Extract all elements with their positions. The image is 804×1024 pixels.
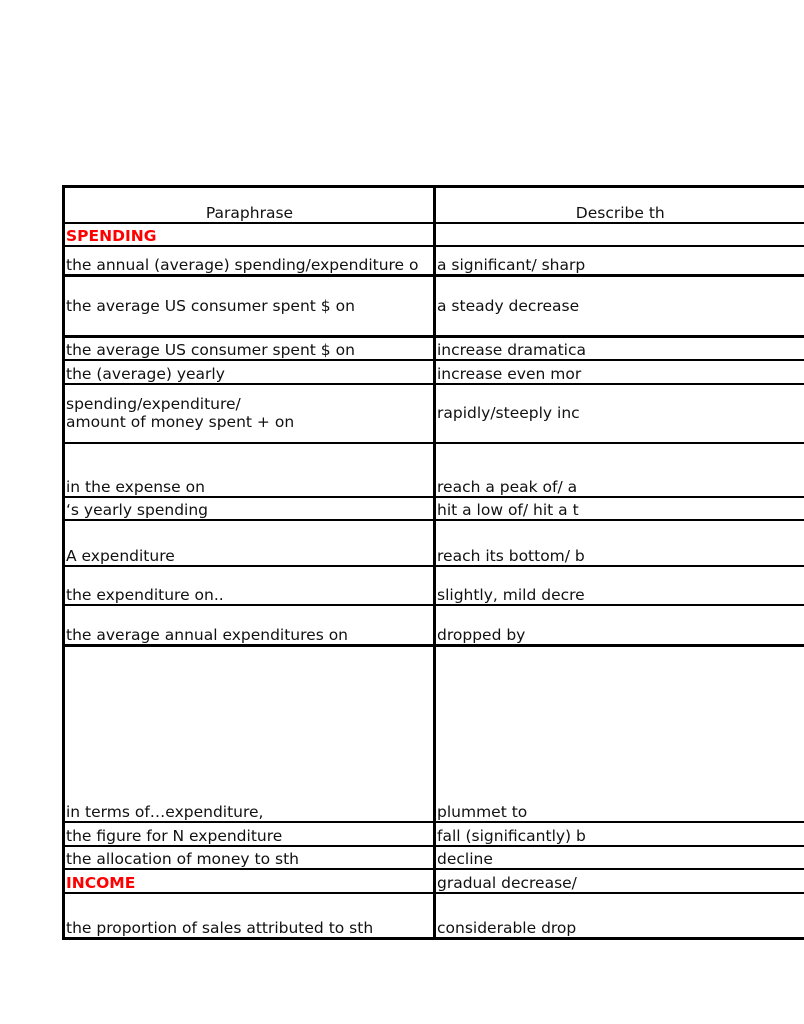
table-row [64, 520, 804, 566]
table-cell: rapidly/steeply inc [437, 404, 580, 422]
table-cell: the (average) yearly [64, 360, 435, 384]
table-cell: the average US consumer spent $ on [64, 276, 435, 337]
table-cell: the expenditure on.. [64, 566, 435, 605]
table-cell: increase even mor [437, 364, 582, 383]
table-row [64, 846, 804, 869]
table-cell: decline [437, 849, 493, 868]
table-cell: fall (significantly) b [437, 826, 586, 845]
table-cell: the proportion of sales attributed to sth [64, 893, 435, 939]
table-row [64, 276, 804, 337]
table-row [64, 822, 804, 846]
table-row [64, 360, 804, 384]
header-paraphrase: Paraphrase [64, 187, 435, 223]
table-cell: A expenditure [64, 520, 435, 566]
table-cell: considerable drop [437, 919, 577, 937]
section-row-spending [64, 223, 804, 246]
table-row [64, 384, 804, 443]
table-cell: reach a peak of/ a [437, 477, 578, 496]
section-row-income [64, 869, 804, 893]
section-label-spending: SPENDING [64, 223, 435, 246]
table-cell: increase dramatica [437, 340, 586, 359]
table-cell: reach its bottom/ b [437, 546, 585, 565]
table-row [64, 443, 804, 497]
table-cell: plummet to [437, 802, 528, 821]
table-cell: the allocation of money to sth [64, 846, 435, 869]
table-row [64, 337, 804, 360]
table-row [64, 246, 804, 276]
table-cell: gradual decrease/ [437, 873, 577, 892]
spreadsheet [62, 185, 665, 943]
table-cell: the figure for N expenditure [64, 822, 435, 846]
table-cell: the average annual expenditures on [64, 605, 435, 646]
table-row [64, 566, 804, 605]
table-cell: hit a low of/ hit a t [437, 500, 579, 519]
table-cell [435, 223, 804, 246]
table-row [64, 646, 804, 822]
table-cell: a steady decrease [437, 297, 580, 315]
table-row [64, 497, 804, 520]
table-cell: in the expense on [64, 443, 435, 497]
table-cell: dropped by [437, 626, 526, 644]
table-cell: ‘s yearly spending [64, 497, 435, 520]
table-cell: in terms of…expenditure, [64, 646, 435, 822]
table-cell: slightly, mild decre [437, 585, 585, 604]
table-cell: spending/expenditure/ amount of money spent + on [64, 384, 435, 443]
header-row [64, 187, 804, 223]
table-row [64, 893, 804, 939]
table-cell: the annual (average) spending/expenditure o [64, 246, 435, 276]
table-cell: a significant/ sharp [437, 256, 586, 274]
header-describe: Describe th [575, 203, 665, 222]
section-label-income: INCOME [64, 869, 435, 893]
vocabulary-table [62, 185, 804, 940]
table-cell: the average US consumer spent $ on [64, 337, 435, 360]
table-row [64, 605, 804, 646]
